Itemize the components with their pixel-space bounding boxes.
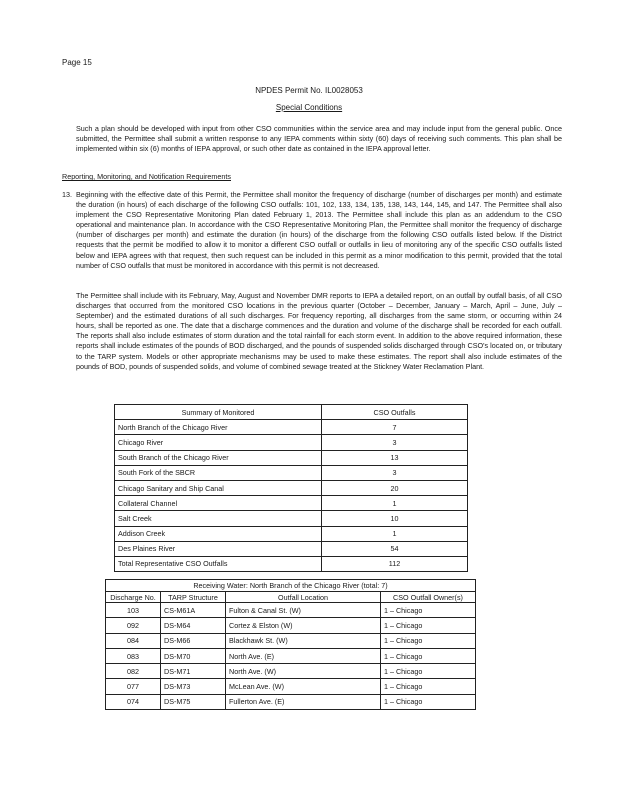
table-row [106, 618, 476, 633]
summary-location: Salt Creek [115, 511, 322, 526]
outfall-owner: 1 – Chicago [381, 633, 476, 648]
discharge-no: 083 [106, 648, 161, 663]
section-title: Special Conditions [275, 103, 343, 112]
tarp-structure: CS-M61A [161, 603, 226, 618]
tarp-structure: DS-M75 [161, 694, 226, 709]
reporting-heading: Reporting, Monitoring, and Notification Requirements [62, 172, 231, 181]
paragraph-monitoring: Beginning with the effective date of this Permit, the Permittee shall monitor the frequency of discharge (number of discharges per month) and estimate the duration (in hours) of each discharge of the following CSO outfalls: 101, 102, 133, 134, 135, 138, 143, 144, 145, and 147. The Permittee shall also implement the CSO Representative Monitoring Plan dated February 1, 2013. The Permittee shall include this plan as an addendum to the CSO operational and maintenance plan. In accordance with the CSO Representative Monitoring Plan, the Permittee shall monitor the frequency of discharge (number of discharges per month) and estimate the duration (in hours) of the discharge from the following CSO outfalls listed below. If the District requests that the permit be modified to allow it to monitor a different CSO outfall or outfalls in lieu of monitoring any of the specific CSO outfalls listed below and IEPA agrees with that request, then such request can be included in this permit as a minor modification to this permit, provided that the total number of CSO outfalls that must be monitored in accordance with this permit is not decreased. [76, 190, 562, 270]
receiving-header-row [106, 592, 476, 603]
header-tarp-structure: TARP Structure [161, 592, 226, 603]
table-row [115, 420, 468, 435]
summary-count: 1 [322, 526, 468, 541]
table-row [115, 480, 468, 495]
tarp-structure: DS-M73 [161, 679, 226, 694]
paragraph-dmr-reports: The Permittee shall include with its February, May, August and November DMR reports to IEPA a detailed report, on an outfall by outfall basis, of all CSO discharges that occurred from the monitored CSO locations in the previous quarter (October – December, January – March, April – June, July – September) and the estimated durations of all such discharges. For frequency reporting, all discharges from the same storm, or occurring within 24 hours, shall be reported as one. The date that a discharge commences and the duration and volume of the discharge shall be recorded for each outfall. The reports shall also include estimates of storm duration and the total rainfall for each storm event. In addition to the above required information, these reports shall include estimates of the pounds of BOD discharged, and the pounds of suspended solids discharged through CSO's located on, or tributary to the TARP system. Models or other appropriate mechanisms may be used to make these estimates. The report shall also include estimates of the pounds of BOD, pounds of suspended solids, and volume of combined sewage treated at the Stickney Water Reclamation Plant. [76, 291, 562, 371]
summary-location: Addison Creek [115, 526, 322, 541]
table-row [106, 603, 476, 618]
outfall-location: Cortez & Elston (W) [226, 618, 381, 633]
header-discharge-no: Discharge No. [106, 592, 161, 603]
outfall-owner: 1 – Chicago [381, 694, 476, 709]
table-row-total [115, 556, 468, 571]
summary-count: 7 [322, 420, 468, 435]
item-number: 13. [62, 190, 72, 199]
table-row [106, 633, 476, 648]
discharge-no: 077 [106, 679, 161, 694]
receiving-water-table [105, 579, 476, 710]
tarp-structure: DS-M66 [161, 633, 226, 648]
outfall-owner: 1 – Chicago [381, 664, 476, 679]
table-row [106, 648, 476, 663]
header-outfall-location: Outfall Location [226, 592, 381, 603]
summary-count: 54 [322, 541, 468, 556]
header-outfall-owner: CSO Outfall Owner(s) [381, 592, 476, 603]
summary-location: South Branch of the Chicago River [115, 450, 322, 465]
table-row [115, 496, 468, 511]
summary-count: 10 [322, 511, 468, 526]
outfall-owner: 1 – Chicago [381, 648, 476, 663]
outfall-location: Fullerton Ave. (E) [226, 694, 381, 709]
discharge-no: 084 [106, 633, 161, 648]
summary-count: 20 [322, 480, 468, 495]
summary-count: 13 [322, 450, 468, 465]
table-row [115, 450, 468, 465]
page-number: Page 15 [62, 58, 92, 67]
summary-location: Total Representative CSO Outfalls [115, 556, 322, 571]
permit-number: NPDES Permit No. IL0028053 [255, 86, 363, 95]
table-row [106, 694, 476, 709]
outfall-owner: 1 – Chicago [381, 603, 476, 618]
outfall-location: McLean Ave. (W) [226, 679, 381, 694]
summary-table [114, 404, 468, 572]
table-row [106, 679, 476, 694]
discharge-no: 092 [106, 618, 161, 633]
table-row [106, 664, 476, 679]
summary-header-count: CSO Outfalls [322, 405, 468, 420]
outfall-location: Fulton & Canal St. (W) [226, 603, 381, 618]
tarp-structure: DS-M64 [161, 618, 226, 633]
summary-count: 3 [322, 465, 468, 480]
receiving-caption-row [106, 580, 476, 592]
outfall-owner: 1 – Chicago [381, 679, 476, 694]
summary-count: 1 [322, 496, 468, 511]
summary-count: 112 [322, 556, 468, 571]
table-row [115, 541, 468, 556]
tarp-structure: DS-M70 [161, 648, 226, 663]
summary-location: Chicago Sanitary and Ship Canal [115, 480, 322, 495]
summary-location: Collateral Channel [115, 496, 322, 511]
summary-location: South Fork of the SBCR [115, 465, 322, 480]
receiving-caption: Receiving Water: North Branch of the Chicago River (total: 7) [106, 580, 476, 592]
table-row [115, 435, 468, 450]
summary-location: Des Plaines River [115, 541, 322, 556]
paragraph-plan: Such a plan should be developed with input from other CSO communities within the service area and may include input from the general public. Once submitted, the Permittee shall submit a written response to any IEPA comments within sixty (60) days of receiving such comments. This plan shall be implemented within six (6) months of IEPA approval, or such other date as contained in the IEPA approval letter. [76, 124, 562, 154]
outfall-location: North Ave. (E) [226, 648, 381, 663]
summary-header-location: Summary of Monitored [115, 405, 322, 420]
discharge-no: 103 [106, 603, 161, 618]
summary-count: 3 [322, 435, 468, 450]
outfall-location: Blackhawk St. (W) [226, 633, 381, 648]
table-row [115, 511, 468, 526]
outfall-location: North Ave. (W) [226, 664, 381, 679]
tarp-structure: DS-M71 [161, 664, 226, 679]
summary-location: North Branch of the Chicago River [115, 420, 322, 435]
table-row [115, 465, 468, 480]
table-row [115, 526, 468, 541]
discharge-no: 082 [106, 664, 161, 679]
outfall-owner: 1 – Chicago [381, 618, 476, 633]
summary-location: Chicago River [115, 435, 322, 450]
discharge-no: 074 [106, 694, 161, 709]
summary-header-row [115, 405, 468, 420]
